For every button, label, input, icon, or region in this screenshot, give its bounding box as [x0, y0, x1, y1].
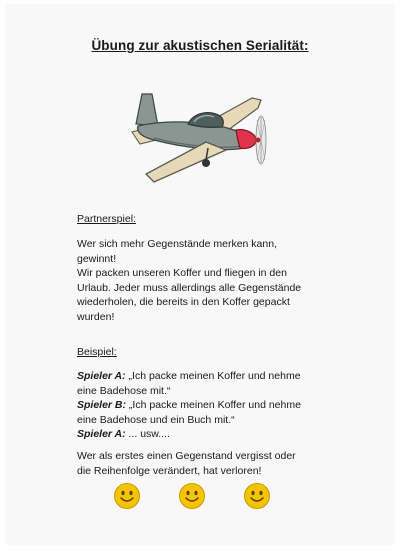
text-line: Wir packen unseren Koffer und fliegen in den [77, 267, 287, 279]
conclusion-text [77, 449, 327, 478]
partnerspiel-text [77, 237, 327, 324]
dialogue-line: eine Badehose mit.“ [77, 384, 171, 397]
beispiel-dialogue [77, 369, 327, 442]
smiley-row [0, 482, 400, 514]
section-heading-partnerspiel: Partnerspiel: [77, 213, 136, 225]
dialogue-text: „Ich packe meinen Koffer und nehme [125, 370, 301, 382]
text-line: wurden! [77, 310, 115, 323]
dialogue-text: ... usw.... [125, 428, 170, 440]
speaker-label: Spieler A: [77, 370, 126, 382]
speaker-label: Spieler A: [77, 428, 126, 440]
text-line: gewinnt! [77, 252, 117, 265]
dialogue-line [77, 369, 327, 384]
section-heading-beispiel: Beispiel: [77, 346, 117, 358]
text-line: die Reihenfolge verändert, hat verloren! [77, 464, 262, 477]
smiley-icon [113, 482, 141, 510]
dialogue-text: „Ich packe meinen Koffer und nehme [126, 399, 301, 411]
page-title: Übung zur akustischen Serialität: [91, 38, 309, 53]
text-line: Urlaub. Jeder muss allerdings alle Gegenstände [77, 281, 302, 294]
text-line: wiederholen, die bereits in den Koffer gepackt [77, 296, 290, 308]
dialogue-line [77, 398, 327, 413]
dialogue-line [77, 427, 327, 442]
airplane-icon [124, 86, 276, 186]
speaker-label: Spieler B: [77, 399, 127, 411]
dialogue-line: eine Badehose und ein Buch mit.“ [77, 413, 235, 426]
smiley-icon [178, 482, 206, 510]
smiley-icon [243, 482, 271, 510]
text-line: Wer sich mehr Gegenstände merken kann, [77, 238, 277, 250]
text-line: Wer als erstes einen Gegenstand vergisst oder [77, 450, 296, 462]
